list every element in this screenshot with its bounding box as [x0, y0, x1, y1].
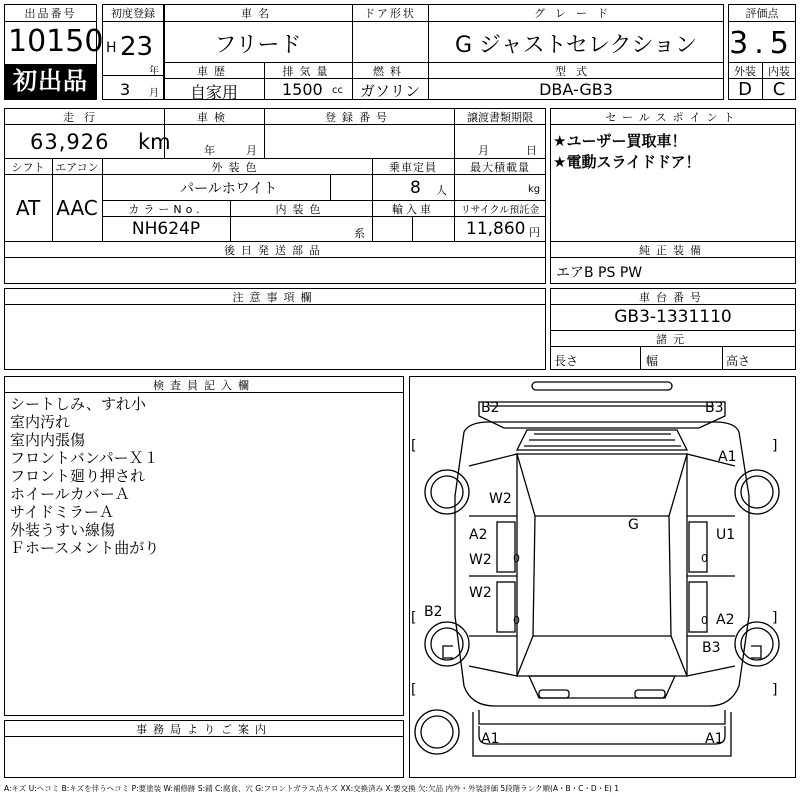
reg-number-label: 登録番号 — [325, 111, 393, 124]
chassis-label: 車台番号 — [639, 291, 707, 304]
car-name-label: 車名 — [241, 7, 275, 20]
mileage-label: 走行 — [63, 111, 105, 124]
svg-text:0: 0 — [513, 614, 520, 627]
transfer-month-unit: 月 — [478, 144, 489, 157]
sales-label: セールスポイント — [605, 111, 741, 124]
displacement-unit: cc — [332, 85, 343, 96]
interior-grade: C — [772, 79, 786, 100]
mark-w2-left2: W2 — [469, 552, 492, 568]
mark-w2-left3: W2 — [469, 585, 492, 601]
load-label: 最大積載量 — [470, 161, 530, 174]
mark-a1-right: A1 — [718, 449, 737, 465]
mark-a2-left: A2 — [469, 527, 488, 543]
sales-point-1: ★ユーザー買取車！ — [553, 132, 687, 150]
svg-text:0: 0 — [513, 552, 520, 565]
chassis-number: GB3-1331110 — [614, 307, 732, 327]
length-label: 長さ — [554, 354, 579, 368]
mileage-unit: km — [138, 130, 171, 154]
mark-b3-right: B3 — [702, 640, 721, 656]
legend-text: A:キズ U:ヘコミ B:キズを伴うヘコミ P:要塗装 W:補修跡 S:錆 C:腐食、穴 G:フロントガラス点キズ XX:交換済み X:要交換 欠:欠品 内外・外装評価 5段階ランク順(A・B・C・D・E) 1 — [4, 784, 620, 793]
displacement-value: 1500 — [282, 80, 323, 99]
transfer-label: 譲渡書類期限 — [467, 111, 533, 124]
mark-b2-top: B2 — [481, 400, 500, 416]
recycle-value: 11,860 — [466, 219, 526, 239]
month-unit: 月 — [149, 88, 159, 99]
door-label: ドア形状 — [364, 7, 416, 20]
mark-a2-right: A2 — [716, 612, 735, 628]
int-color-unit: 系 — [354, 227, 365, 240]
bracket-right-bottom: ] — [772, 682, 778, 698]
insp-month-unit: 月 — [246, 144, 257, 157]
inspector-line: 外装うすい線傷 — [10, 521, 116, 539]
model-label: 型式 — [555, 65, 597, 78]
inspector-line: Ｆホースメント曲がり — [10, 539, 160, 557]
mark-b3-top: B3 — [705, 400, 724, 416]
inspector-line: サイドミラーＡ — [10, 503, 114, 521]
year-unit: 年 — [149, 66, 159, 77]
notes-label: 注意事項欄 — [232, 291, 318, 304]
score-value: 3.5 — [729, 26, 795, 61]
mark-a1-bottom-left: A1 — [481, 731, 500, 747]
capacity-label: 乗車定員 — [389, 161, 437, 174]
width-label: 幅 — [646, 354, 659, 368]
inspector-line: シートしみ、すれ小 — [10, 395, 146, 413]
bracket-left-mid: [ — [411, 610, 417, 626]
load-unit: kg — [528, 184, 541, 195]
car-name: フリード — [214, 33, 302, 58]
dims-label: 諸元 — [656, 333, 690, 346]
inspector-notes — [10, 395, 400, 557]
insp-year-unit: 年 — [204, 144, 215, 157]
equipment-label: 純正装備 — [639, 244, 707, 257]
mark-u1-right: U1 — [716, 527, 736, 543]
inspector-label: 検査員記入欄 — [153, 379, 255, 392]
inspection-label: 車検 — [197, 111, 231, 124]
color-no-value: NH624P — [131, 219, 201, 239]
mark-b2-left: B2 — [424, 604, 443, 620]
capacity-value: 8 — [410, 178, 421, 198]
equipment-value: エアB PS PW — [556, 265, 643, 281]
mark-g-center: G — [628, 517, 639, 533]
first-reg-label: 初度登録 — [111, 7, 155, 20]
ac-label: エアコン — [55, 161, 99, 174]
color-value: パールホワイト — [180, 181, 278, 197]
svg-text:0: 0 — [701, 552, 708, 565]
exterior-grade: D — [738, 79, 752, 100]
office-label: 事務局よりご案内 — [136, 723, 272, 736]
bracket-right-mid: ] — [772, 610, 778, 626]
era: H — [106, 40, 117, 56]
reg-month: 3 — [120, 80, 131, 99]
svg-text:0: 0 — [701, 614, 708, 627]
bracket-left-bottom: [ — [411, 682, 417, 698]
history-label: 車歴 — [197, 65, 231, 78]
transfer-day-unit: 日 — [526, 144, 537, 157]
displacement-label: 排気量 — [282, 65, 334, 78]
first-listing-badge: 初出品 — [5, 64, 96, 99]
mark-a1-bottom-right: A1 — [705, 731, 724, 747]
height-label: 高さ — [726, 354, 751, 368]
color-label: 外装色 — [211, 161, 263, 174]
model-value: DBA-GB3 — [539, 80, 613, 99]
lot-label: 出品番号 — [24, 7, 77, 20]
bracket-left-top: [ — [411, 438, 417, 454]
mark-w2-left: W2 — [489, 491, 512, 507]
grade-value: G ジャストセレクション — [454, 33, 698, 58]
color-no-label: カラーNo. — [128, 203, 204, 216]
exterior-label: 外装 — [734, 65, 756, 78]
reg-year: 23 — [120, 32, 154, 62]
shift-label: シフト — [11, 161, 45, 174]
recycle-label: リサイクル預託金 — [460, 205, 540, 216]
shift-value: AT — [15, 196, 41, 220]
mileage-value: 63,926 — [30, 130, 110, 154]
later-parts-label: 後日発送部品 — [224, 244, 326, 257]
capacity-unit: 人 — [436, 184, 447, 197]
fuel-value: ガソリン — [359, 82, 420, 100]
import-label: 輸入車 — [392, 203, 434, 216]
inspector-line: 室内汚れ — [10, 413, 71, 431]
score-label: 評価点 — [745, 7, 779, 20]
grade-label: グレード — [534, 7, 618, 20]
inspector-line: 室内内張傷 — [10, 431, 86, 449]
inspector-line: ホイールカバーＡ — [10, 485, 130, 503]
lot-number: 10150 — [8, 24, 104, 59]
interior-label: 内装 — [768, 65, 790, 78]
ac-value: AAC — [56, 196, 98, 220]
recycle-unit: 円 — [529, 226, 540, 239]
inspector-line: フロントバンパーＸ１ — [10, 449, 159, 467]
inspector-line: フロント廻り押され — [10, 467, 146, 485]
int-color-label: 内装色 — [275, 203, 327, 216]
history-value: 自家用 — [189, 83, 238, 102]
bracket-right-top: ] — [772, 438, 778, 454]
fuel-label: 燃料 — [373, 65, 407, 78]
sales-point-2: ★電動スライドドア！ — [553, 153, 701, 171]
car-diagram — [409, 376, 796, 778]
